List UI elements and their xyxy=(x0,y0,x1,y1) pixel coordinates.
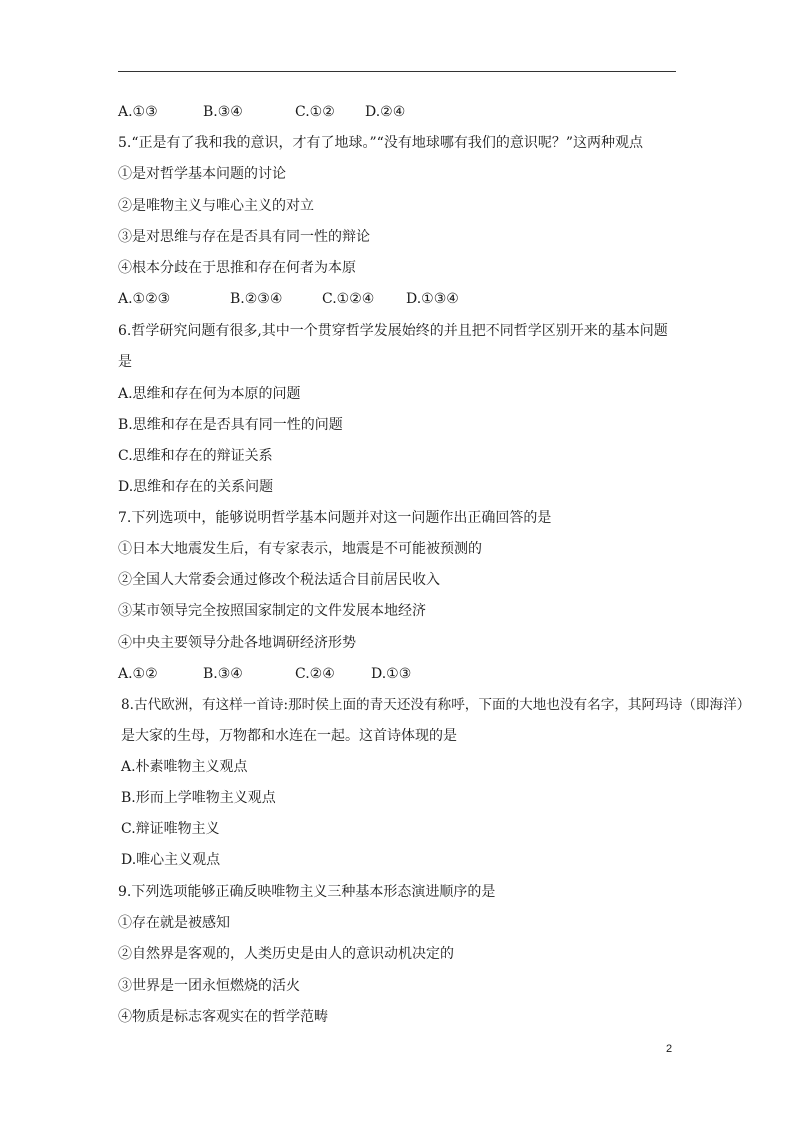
q5-statement-3: ③是对思维与存在是否具有同一性的辩论 xyxy=(118,229,370,245)
q5-option-b: B.②③④ xyxy=(230,291,283,307)
q8-stem-line1: 8.古代欧洲，有这样一首诗:那时侯上面的青天还没有称呼，下面的大地也没有名字，其阿玛诗（即海洋） xyxy=(121,697,751,713)
option-c: C.①② xyxy=(295,104,335,120)
q6-option-c: C.思维和存在的辩证关系 xyxy=(118,448,273,464)
q8-option-d: D.唯心主义观点 xyxy=(121,852,221,868)
q5-statement-1: ①是对哲学基本问题的讨论 xyxy=(118,166,286,182)
q6-option-b: B.思维和存在是否具有同一性的问题 xyxy=(118,417,343,433)
prev-question-options xyxy=(118,103,405,121)
q7-option-d: D.①③ xyxy=(371,666,412,682)
q5-option-c: C.①②④ xyxy=(322,291,375,307)
q8-stem-line2: 是大家的生母，万物都和水连在一起。这首诗体现的是 xyxy=(121,728,457,744)
q7-option-c: C.②④ xyxy=(295,666,335,682)
page-number: 2 xyxy=(666,1043,673,1055)
option-d: D.②④ xyxy=(365,104,406,120)
q5-statement-2: ②是唯物主义与唯心主义的对立 xyxy=(118,198,314,214)
q5-statement-4: ④根本分歧在于思推和存在何者为本原 xyxy=(118,260,356,276)
q5-stem: 5.“正是有了我和我的意识，才有了地球。”“没有地球哪有我们的意识呢？”这两种观点 xyxy=(118,135,643,151)
header-rule xyxy=(118,71,676,72)
q9-statement-3: ③世界是一团永恒燃烧的活火 xyxy=(118,978,300,994)
q6-option-a: A.思维和存在何为本原的问题 xyxy=(118,386,301,402)
q7-option-b: B.③④ xyxy=(203,666,243,682)
q7-statement-1: ①日本大地震发生后，有专家表示，地震是不可能被预测的 xyxy=(118,541,482,557)
q7-stem: 7.下列选项中，能够说明哲学基本问题并对这一问题作出正确回答的是 xyxy=(118,510,552,526)
q5-option-d: D.①③④ xyxy=(406,291,459,307)
q8-option-c: C.辩证唯物主义 xyxy=(121,821,220,837)
q5-option-a: A.①②③ xyxy=(118,291,171,307)
q5-options xyxy=(118,290,459,308)
q7-options xyxy=(118,665,411,683)
q7-statement-3: ③某市领导完全按照国家制定的文件发展本地经济 xyxy=(118,603,426,619)
option-a: A.①③ xyxy=(118,104,158,120)
q9-statement-4: ④物质是标志客观实在的哲学范畴 xyxy=(118,1009,328,1025)
q8-option-a: A.朴素唯物主义观点 xyxy=(121,759,248,775)
q9-statement-2: ②自然界是客观的，人类历史是由人的意识动机决定的 xyxy=(118,946,454,962)
q7-statement-2: ②全国人大常委会通过修改个税法适合目前居民收入 xyxy=(118,572,440,588)
option-b: B.③④ xyxy=(203,104,243,120)
q6-option-d: D.思维和存在的关系问题 xyxy=(118,479,274,495)
q9-statement-1: ①存在就是被感知 xyxy=(118,915,230,931)
q7-option-a: A.①② xyxy=(118,666,158,682)
q8-option-b: B.形而上学唯物主义观点 xyxy=(121,790,276,806)
q6-stem-line1: 6.哲学研究问题有很多,其中一个贯穿哲学发展始终的并且把不同哲学区别开来的基本问题 xyxy=(118,323,668,339)
q7-statement-4: ④中央主要领导分赴各地调研经济形势 xyxy=(118,635,356,651)
q6-stem-line2: 是 xyxy=(118,354,132,370)
q9-stem: 9.下列选项能够正确反映唯物主义三种基本形态演进顺序的是 xyxy=(118,884,496,900)
